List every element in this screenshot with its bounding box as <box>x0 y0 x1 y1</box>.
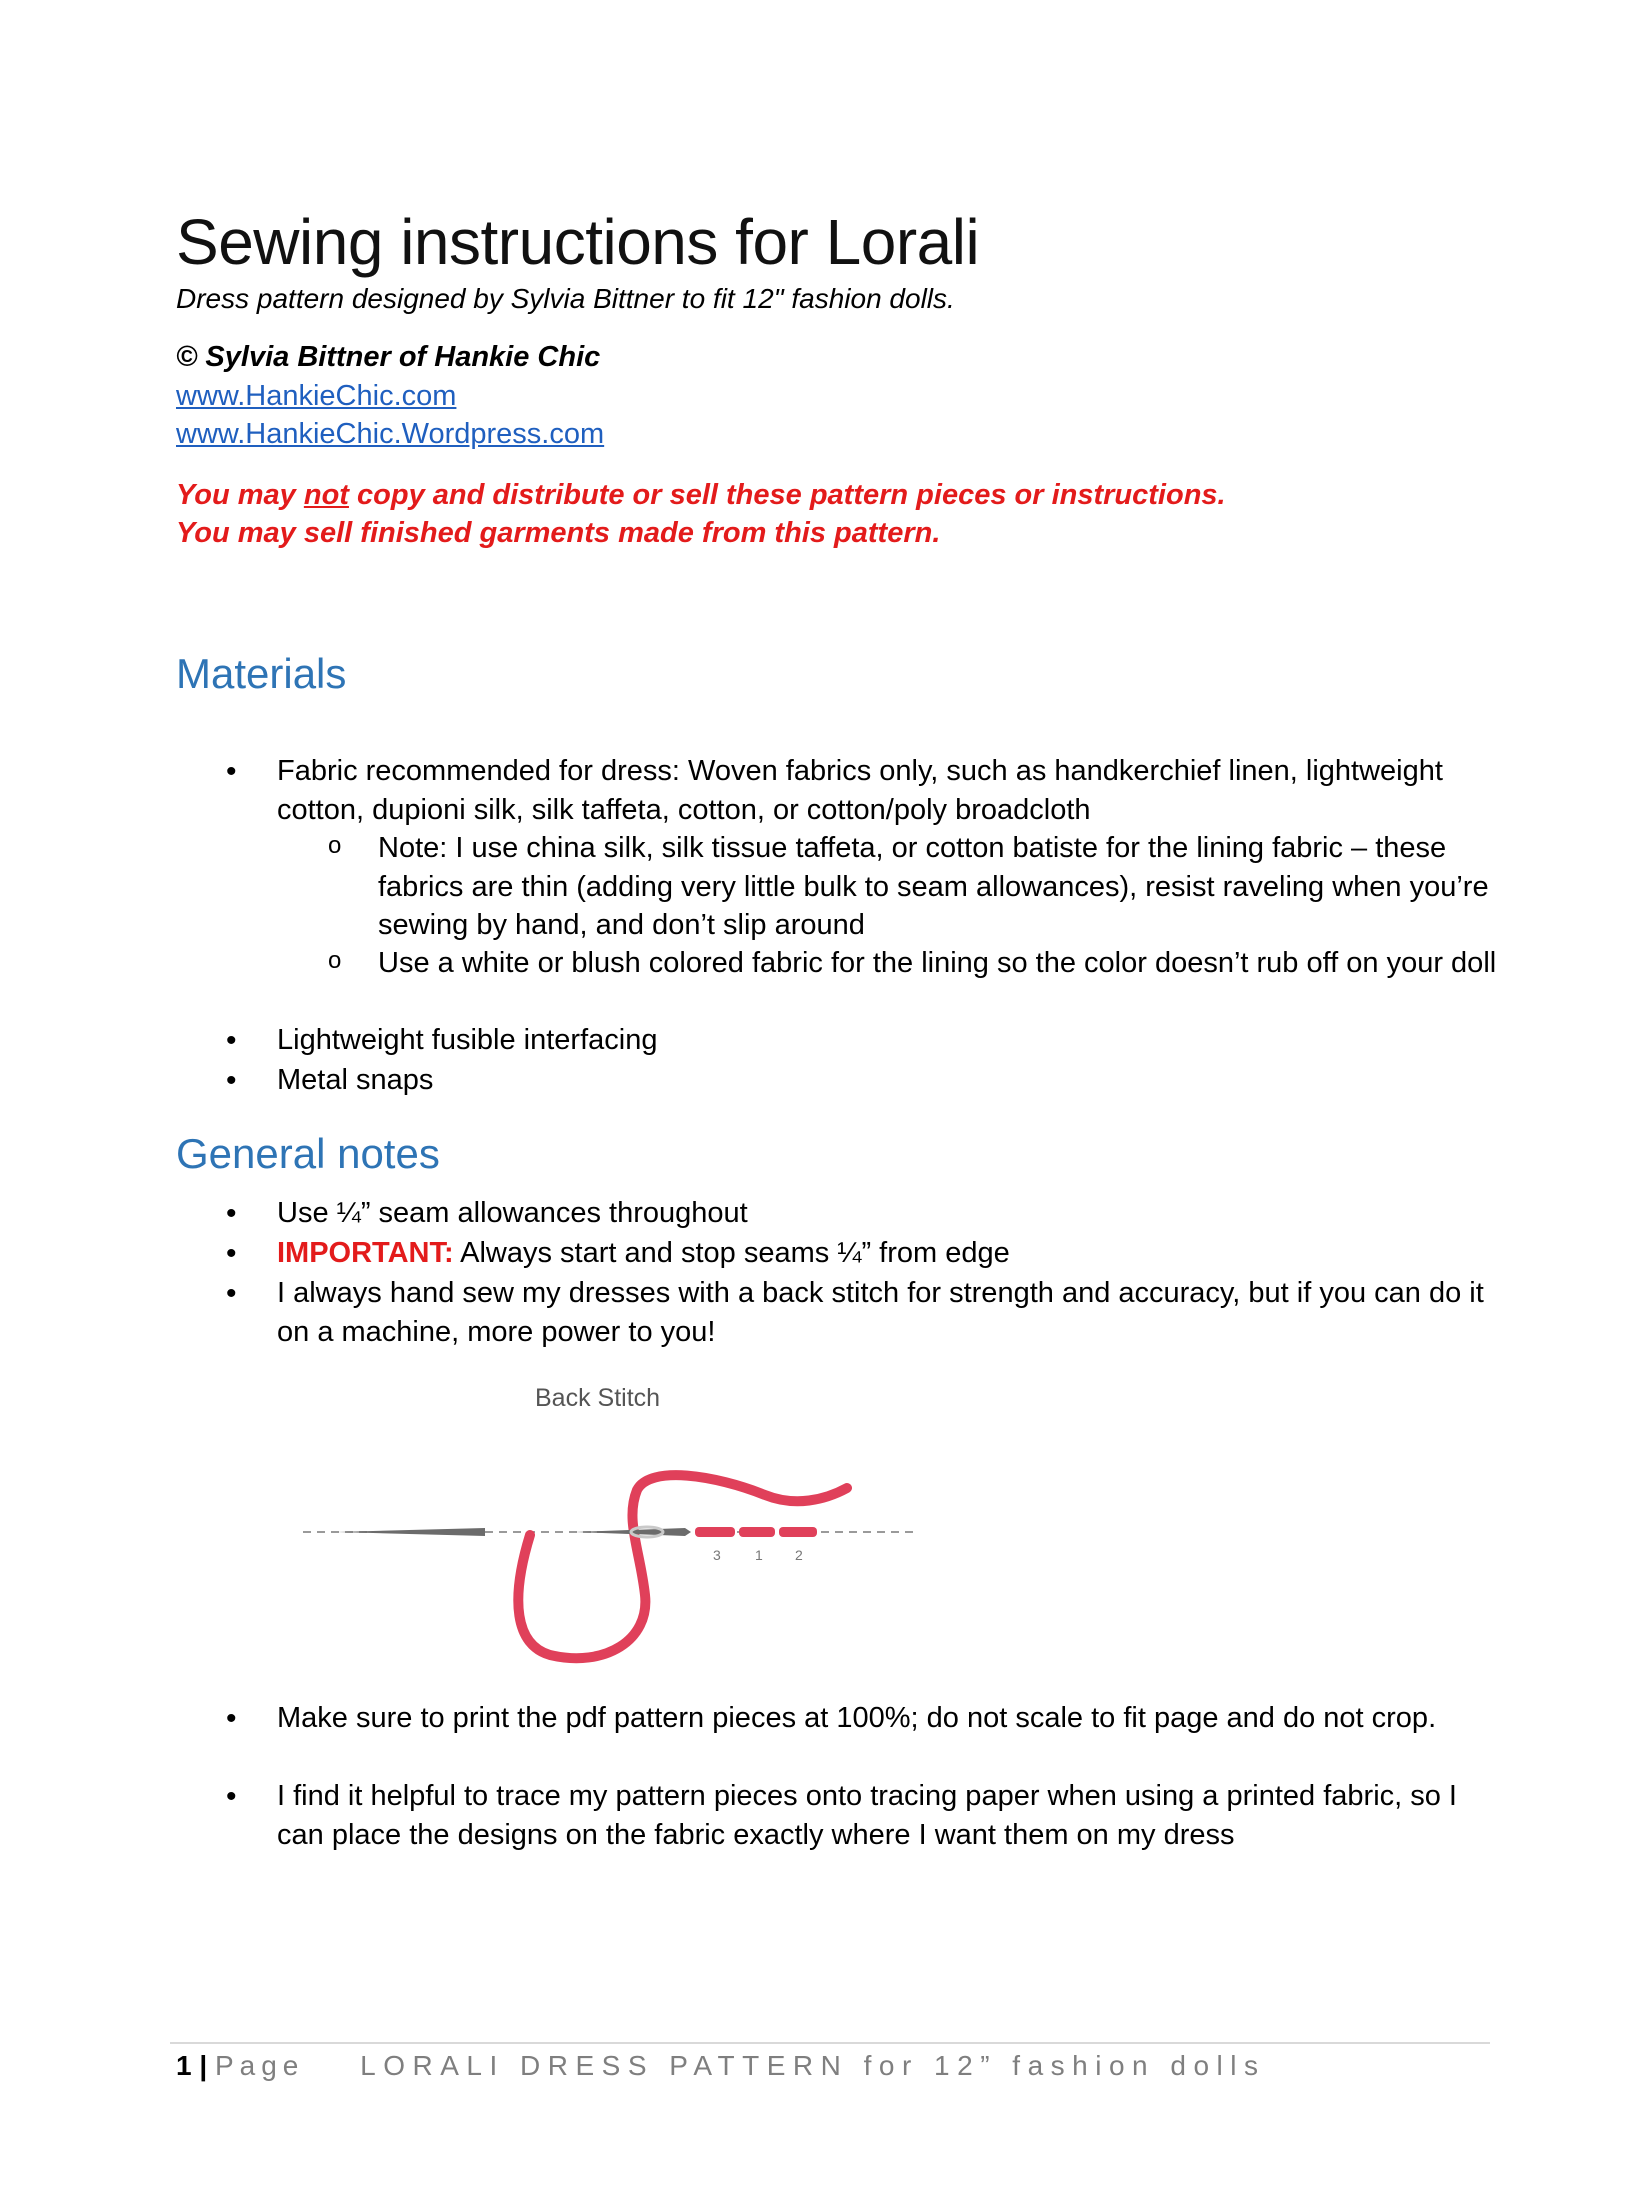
list-item-hand-sew: I always hand sew my dresses with a back stitch for strength and accuracy, but if you can do it on a machine, more power to you! <box>277 1277 1484 1348</box>
footer-divider <box>170 2042 1490 2044</box>
bullet-icon: • <box>226 755 237 788</box>
sub-bullet-icon: o <box>328 832 342 859</box>
thread-icon <box>518 1475 847 1658</box>
list-item-fabric: Fabric recommended for dress: Woven fabrics only, such as handkerchief linen, lightweight cotton, dupioni silk, silk taffeta, cotton, or cotton/poly broadcloth <box>277 755 1443 826</box>
blog-link[interactable]: www.HankieChic.Wordpress.com <box>176 418 605 450</box>
subtitle: Dress pattern designed by Sylvia Bittner to fit 12" fashion dolls. <box>176 283 955 314</box>
bullet-icon: • <box>226 1197 237 1230</box>
bullet-icon: • <box>226 1024 237 1057</box>
stitch-1 <box>739 1527 775 1537</box>
list-item-seam: Use ¼” seam allowances throughout <box>277 1197 748 1229</box>
page-title: Sewing instructions for Lorali <box>176 206 980 278</box>
page-label: Page <box>214 2050 305 2081</box>
list-item-snaps: Metal snaps <box>277 1064 434 1096</box>
copy-warning: You may not copy and distribute or sell these pattern pieces or instructions. <box>176 479 1226 511</box>
footer-tagline: LORALI DRESS PATTERN for 12” fashion dolls <box>360 2050 1266 2081</box>
sell-permission: You may sell finished garments made from this pattern. <box>176 517 941 549</box>
list-item-important: IMPORTANT: Always start and stop seams ¼” from edge <box>277 1237 1010 1269</box>
bullet-icon: • <box>226 1237 237 1270</box>
stitch-number-2: 2 <box>795 1547 803 1563</box>
list-item-print: Make sure to print the pdf pattern pieces at 100%; do not scale to fit page and do not crop. <box>277 1702 1437 1734</box>
stitch-2 <box>779 1527 817 1537</box>
website-link[interactable]: www.HankieChic.com <box>176 380 457 412</box>
left-needle-icon <box>337 1528 485 1536</box>
important-label: IMPORTANT: <box>277 1237 454 1269</box>
bullet-icon: • <box>226 1277 237 1310</box>
back-stitch-illustration <box>295 1370 935 1670</box>
bullet-icon: • <box>226 1780 237 1813</box>
stitch-number-3: 3 <box>713 1547 721 1563</box>
general-notes-heading: General notes <box>176 1130 440 1177</box>
list-item-trace: I find it helpful to trace my pattern pieces onto tracing paper when using a printed fabric, so I can place the designs on the fabric exactly where I want them on my dress <box>277 1780 1457 1851</box>
page-footer <box>176 2050 1265 2082</box>
not-emphasis: not <box>303 479 349 511</box>
list-item-lining-color: Use a white or blush colored fabric for the lining so the color doesn’t rub off on your doll <box>378 947 1497 979</box>
figure-caption: Back Stitch <box>535 1384 661 1412</box>
bullet-icon: • <box>226 1064 237 1097</box>
materials-heading: Materials <box>176 650 347 697</box>
stitch-3 <box>695 1527 735 1537</box>
page-number: 1 <box>176 2050 192 2081</box>
list-item-lining-note: Note: I use china silk, silk tissue taffeta, or cotton batiste for the lining fabric – these fabrics are thin (adding very little bulk to seam allowances), resist raveling when you’re sewing by hand, and don’t slip around <box>378 832 1489 941</box>
copyright-line: © Sylvia Bittner of Hankie Chic <box>176 341 601 373</box>
back-stitch-drawing <box>295 1370 935 1670</box>
bullet-icon: • <box>226 1702 237 1735</box>
sub-bullet-icon: o <box>328 947 342 974</box>
footer-separator: | <box>199 2050 208 2081</box>
stitch-number-1: 1 <box>755 1547 763 1563</box>
list-item-interfacing: Lightweight fusible interfacing <box>277 1024 658 1056</box>
